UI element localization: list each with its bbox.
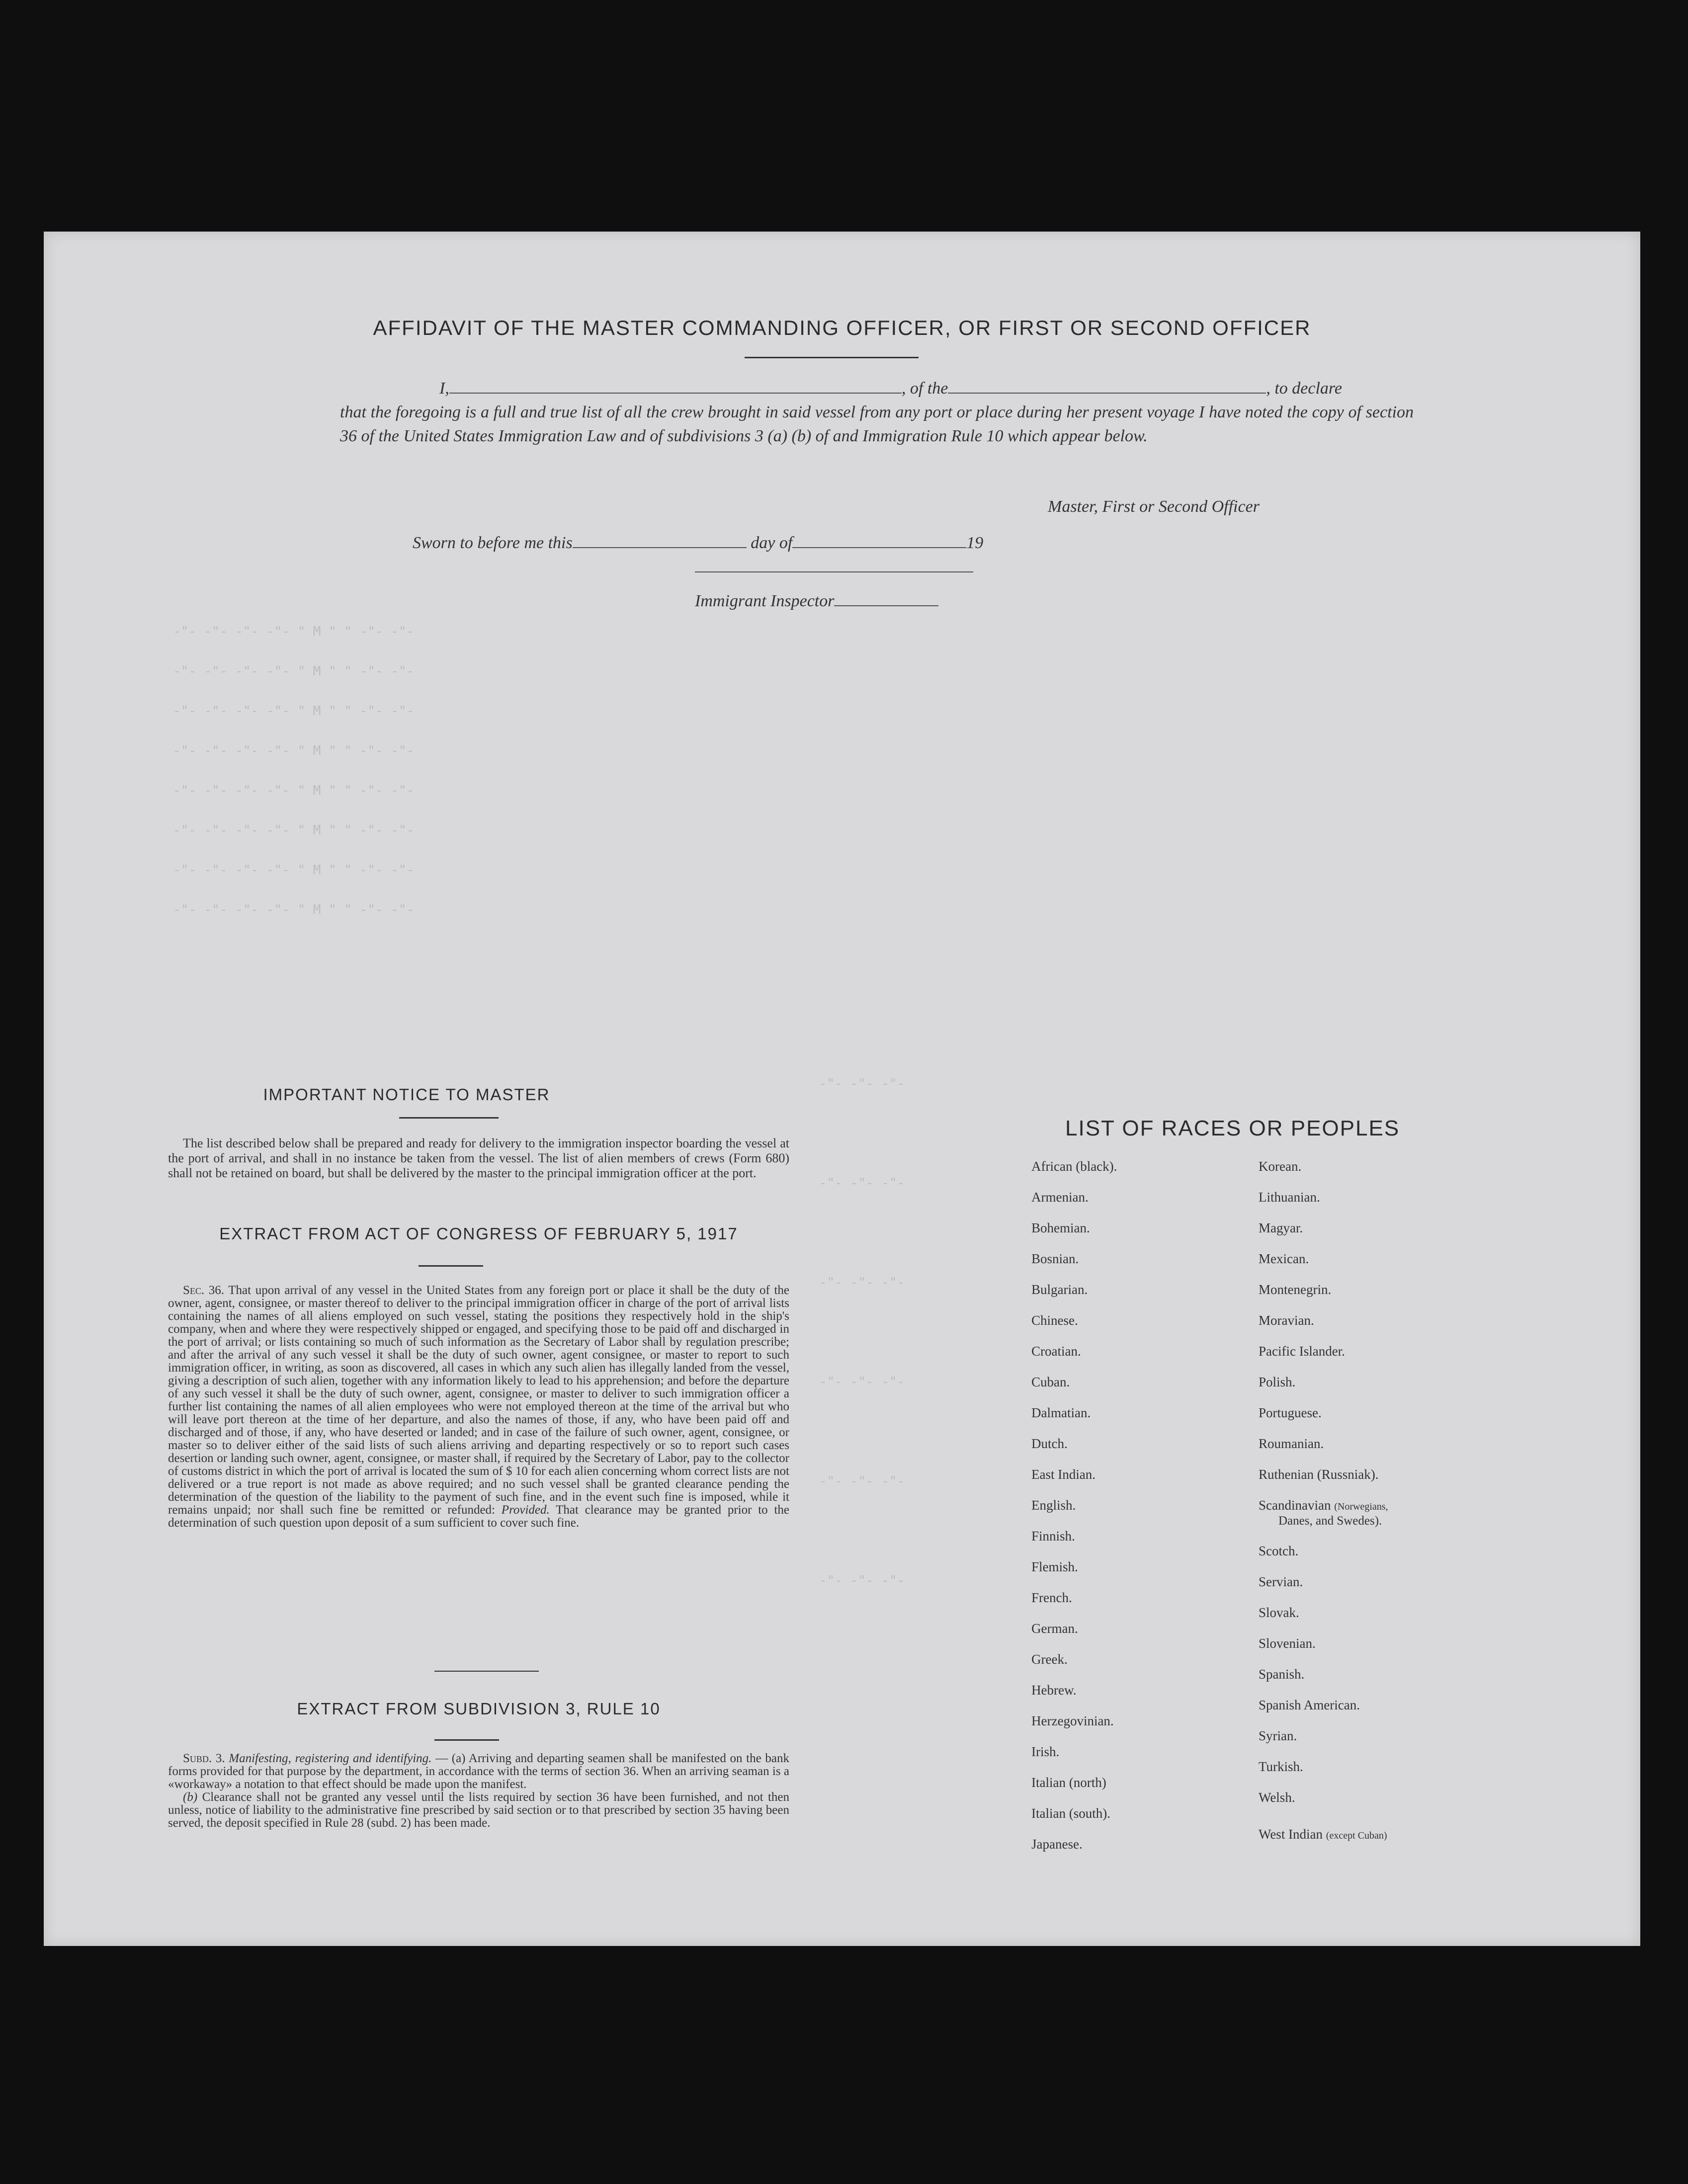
provided-text: That clearance may be granted prior to the determination of such question upon deposit of a sum sufficient to cover such fine. bbox=[168, 1503, 789, 1530]
race-item-label: Scandinavian bbox=[1259, 1498, 1331, 1513]
subd-b-text: Clearance shall not be granted any vessel until the lists required by section 36 have been furnished, and not then unless, notice of liability to the administrative fine prescribed by said section or to that prescribed by section 35 having been served, the deposit specified in Rule 28 (subd. 2) has been made. bbox=[168, 1790, 790, 1830]
race-item: Mexican. bbox=[1259, 1251, 1309, 1266]
declaration-block bbox=[340, 377, 1414, 448]
race-item: Scotch. bbox=[1259, 1543, 1299, 1558]
race-item: Portuguese. bbox=[1259, 1405, 1322, 1420]
rule-extract-underline bbox=[434, 1739, 499, 1741]
notice-text: The list described below shall be prepared and ready for delivery to the immigration inspector boarding the vessel at the port of arrival, and shall in no instance be taken from the vessel. The list of alien members of crews (Form 680) shall not be retained on board, but shall be delivered by the master to the principal immigration officer at the port. bbox=[168, 1136, 789, 1180]
race-item: Pacific Islander. bbox=[1259, 1344, 1345, 1359]
race-item: Magyar. bbox=[1259, 1220, 1303, 1235]
race-item: Croatian. bbox=[1031, 1344, 1081, 1359]
notice-title: IMPORTANT NOTICE TO MASTER bbox=[263, 1085, 550, 1104]
notice-underline bbox=[399, 1117, 499, 1119]
sworn-month-field[interactable] bbox=[792, 532, 966, 548]
race-item: Syrian. bbox=[1259, 1728, 1297, 1743]
race-item: Irish. bbox=[1031, 1744, 1060, 1759]
inspector-field[interactable] bbox=[834, 590, 938, 606]
race-item: Finnish. bbox=[1031, 1529, 1075, 1543]
act-extract-title: EXTRACT FROM ACT OF CONGRESS OF FEBRUARY 5, 1917 bbox=[219, 1224, 738, 1243]
sworn-label: Sworn to before me this bbox=[413, 534, 573, 552]
race-item: Bulgarian. bbox=[1031, 1282, 1088, 1297]
race-item: Servian. bbox=[1259, 1574, 1303, 1589]
race-item: Bosnian. bbox=[1031, 1251, 1079, 1266]
declaration-first-line bbox=[340, 377, 1414, 401]
scandinavian-note-2-text: Danes, and Swedes). bbox=[1278, 1514, 1382, 1528]
document-page: -"- -"- -"- -"- " M " " -"- -"- -"- -"- -"- -"- " M " " -"- -"- -"- -"- -"- -"- " M " " -"- -"- -"- -"- -"- -"- " M " " -"- -"- -"- -"- -"- -"- " M " " -"- -"- -"- -"- -"- -"- " M " " -"- -"- -"- -"- -"- -"- " M " " -"- -"- -"- -"- -"- -"- " M " " -"- -"- -"- -"- -"- -"- -"- -"- -"- -"- -"- -"- -"- -"- -"- -"- -"- -"- -"- -"- AFFIDAVIT OF THE MASTER COMMANDING OFFICER, OR FIRST OR SECOND OFFICER I, , of the , to declare that the foregoing is a full and true list of all the crew brought in said vessel from any port or place during her present voyage I have noted the copy of section 36 of the United States Immigration Law and of subdivisions 3 (a) (b) of and Immigration Rule 10 which appear below. Master, First or Second Officer Sworn to before me this day of 19 Immigrant Inspector IMPORTANT NOTICE TO MASTER The list described below shall be prepared and ready for delivery to the immigration inspector boarding the vessel at the port of arrival, and shall in no instance be taken from the vessel. The list of alien members of crews (Form 680) shall not be retained on board, but shall be delivered by the master to the principal immigration officer at the port. EXTRACT FROM ACT OF CONGRESS OF FEBRUARY 5, 1917 Sec. 36. That upon arrival of any vessel in the United States from any foreign port or place it shall be the duty of the owner, agent, consignee, or master thereof to deliver to the principal immigration officer in charge of the port of arrival lists containing the names of all aliens employed on such vessel, stating the positions they respectively hold in the ship's company, when and where they were respectively shipped or engaged, and specifying those to be paid off and discharged in the port of arrival; or lists containing so much of such information as the Secretary of Labor shall by regulation prescribe; and after the arrival of any such vessel it shall be the duty of such owner, agent consignee, or master to report to such immigration officer, in writing, as soon as discovered, all cases in which any such alien has illegally landed from the vessel, giving a description of such alien, together with any information likely to lead to his apprehension; and before the departure of any such vessel it shall be the duty of such owner, agent, consignee, or master to deliver to such immigration officer a further list containing the names of all alien employees who were not employed thereon at the time of the arrival but who will leave port thereon at the time of her departure, and also the names of those, if any, who have been paid off and discharged and of those, if any, who have deserted or landed; and in case of the failure of such owner, agent, consignee, or master so to deliver either of the said lists of such aliens arriving and departing respectively or so to report such cases desertion or landing such owner, agent, consignee, or master shall, if required by the Secretary of Labor, pay to the collector of customs district in which the port of arrival is located the sum of $ 10 for each alien concerning whom correct lists are not delivered or a true report is not made as above required; and no such vessel shall be granted clearance pending the determination of the question of the liability to the payment of such fine, and in the event such fine is imposed, while it remains unpaid; nor shall such fine be remitted or refunded: Provided. That clearance may be granted prior to the determination of such question upon deposit of a sum sufficient to cover such fine. EXTRACT FROM SUBDIVISION 3, RULE 10 Subd. 3. Manifesting, registering and identifying. — (a) Arriving and departing seamen shall be manifested on the bank forms provided for that purpose by the department, in accordance with the terms of section 36. When an arriving seaman is a «workaway» a notation to that effect should be made upon the manifest. (b) Clearance shall not be granted any vessel until the lists required by section 36 have been furnished, and not then unless, notice of liability to the administrative fine prescribed by said section or to that prescribed by section 35 having been served, the deposit specified in Rule 28 (subd. 2) has been made. LIST OF RACES OR PEOPLES African (black). Armenian. Bohemian. Bosnian. Bulgarian. Chinese. Croatian. Cuban. Dalmatian. Dutch. East Indian. English. Finnish. Flemish. French. German. Greek. Hebrew. Herzegovinian. Irish. Italian (north) Italian (south). Japanese. Korean. Lithuanian. Magyar. Mexican. Montenegrin. Moravian. Pacific Islander. Polish. Portuguese. Roumanian. Ruthenian (Russniak). Scandinavian (Norwegians, Danes, and Swedes). Scotch. Servian. Slovak. Slovenian. Spanish. Spanish American. Syrian. Turkish. Welsh. West Indian (except Cuban) bbox=[44, 232, 1640, 1946]
race-item: Chinese. bbox=[1031, 1313, 1078, 1328]
act-extract-text bbox=[168, 1284, 789, 1530]
race-item: Slovenian. bbox=[1259, 1636, 1316, 1651]
vessel-field[interactable] bbox=[948, 378, 1266, 394]
inspector-label bbox=[695, 590, 938, 611]
race-item: Dutch. bbox=[1031, 1436, 1068, 1451]
race-item: Japanese. bbox=[1031, 1837, 1083, 1852]
master-signature-label: Master, First or Second Officer bbox=[1048, 497, 1260, 516]
act-extract-end-rule bbox=[434, 1671, 539, 1672]
subd-b-label: (b) bbox=[183, 1790, 198, 1804]
sec-36-label: Sec. 36. bbox=[183, 1284, 225, 1297]
subd-a-text: — (a) Arriving and departing seamen shall be manifested on the bank forms provided for that purpose by the department, in accordance with the terms of section 36. When an arriving seaman is a «workaway» a notation to that effect should be made upon the manifest. bbox=[168, 1752, 789, 1791]
races-title: LIST OF RACES OR PEOPLES bbox=[1065, 1116, 1400, 1140]
race-item: Montenegrin. bbox=[1259, 1282, 1332, 1297]
race-item: Italian (south). bbox=[1031, 1806, 1110, 1821]
race-item-label: West Indian bbox=[1259, 1827, 1323, 1842]
sworn-day-field[interactable] bbox=[573, 532, 747, 548]
of-the-label: , of the bbox=[901, 379, 948, 398]
race-item: Flemish. bbox=[1031, 1559, 1078, 1574]
race-item: Herzegovinian. bbox=[1031, 1713, 1114, 1728]
race-item: Polish. bbox=[1259, 1375, 1296, 1389]
subdivision-a bbox=[168, 1752, 789, 1791]
race-item: Welsh. bbox=[1259, 1790, 1295, 1805]
year-prefix: 19 bbox=[966, 534, 984, 552]
scandinavian-note-1: (Norwegians, bbox=[1334, 1501, 1388, 1512]
race-item: Moravian. bbox=[1259, 1313, 1314, 1328]
race-item: Spanish. bbox=[1259, 1667, 1305, 1682]
race-item-scandinavian bbox=[1259, 1498, 1388, 1513]
race-item: Bohemian. bbox=[1031, 1220, 1090, 1235]
race-item: African (black). bbox=[1031, 1159, 1117, 1174]
to-declare-label: , to declare bbox=[1266, 379, 1342, 398]
race-item: English. bbox=[1031, 1498, 1076, 1513]
day-of-label: day of bbox=[751, 534, 793, 552]
rule-extract-title: EXTRACT FROM SUBDIVISION 3, RULE 10 bbox=[297, 1699, 661, 1718]
affidavit-title: AFFIDAVIT OF THE MASTER COMMANDING OFFICER, OR FIRST OR SECOND OFFICER bbox=[373, 316, 1311, 339]
race-item: Roumanian. bbox=[1259, 1436, 1324, 1451]
race-item: Lithuanian. bbox=[1259, 1190, 1320, 1205]
west-indian-note: (except Cuban) bbox=[1326, 1830, 1387, 1841]
provided-label: Provided. bbox=[501, 1503, 550, 1517]
race-item: French. bbox=[1031, 1590, 1072, 1605]
race-item: Korean. bbox=[1259, 1159, 1302, 1174]
race-item: Greek. bbox=[1031, 1652, 1068, 1667]
sec-36-text: That upon arrival of any vessel in the United States from any foreign port or place it shall be the duty of the owner, agent, consignee, or master thereof to deliver to the principal immigration officer in charge of the port of arrival lists containing the names of all aliens employed on such vessel, stating the positions they respectively hold in the ship's company, when and where they were respectively shipped or engaged, and specifying those to be paid off and discharged in the port of arrival; or lists containing so much of such information as the Secretary of Labor shall by regulation prescribe; and after the arrival of any such vessel it shall be the duty of such owner, agent consignee, or master to report to such immigration officer, in writing, as soon as discovered, all cases in which any such alien has illegally landed from the vessel, giving a description of such alien, together with any information likely to lead to his apprehension; and before the departure of any such vessel it shall be the duty of such owner, agent, consignee, or master to deliver to such immigration officer a further list containing the names of all alien employees who were not employed thereon at the time of the arrival but who will leave port thereon at the time of her departure, and also the names of those, if any, who have been paid off and discharged and of those, if any, who have deserted or landed; and in case of the failure of such owner, agent, consignee, or master so to deliver either of the said lists of such aliens arriving and departing respectively or so to report such cases desertion or landing such owner, agent, consignee, or master shall, if required by the Secretary of Labor, pay to the collector of customs district in which the port of arrival is located the sum of $ 10 for each alien concerning whom correct lists are not delivered or a true report is not made as above required; and no such vessel shall be granted clearance pending the determination of the question of the liability to the payment of such fine, and in the event such fine is imposed, while it remains unpaid; nor shall such fine be remitted or refunded: bbox=[168, 1284, 790, 1517]
rule-extract-text bbox=[168, 1752, 789, 1830]
scandinavian-note-2 bbox=[1278, 1513, 1382, 1528]
subd-heading: Manifesting, registering and identifying. bbox=[229, 1752, 432, 1765]
race-item: Ruthenian (Russniak). bbox=[1259, 1467, 1379, 1482]
race-item: Italian (north) bbox=[1031, 1775, 1106, 1790]
race-item: Cuban. bbox=[1031, 1375, 1070, 1389]
race-item: Slovak. bbox=[1259, 1605, 1299, 1620]
race-item: Turkish. bbox=[1259, 1759, 1303, 1774]
subdivision-b bbox=[168, 1791, 789, 1830]
race-item: East Indian. bbox=[1031, 1467, 1096, 1482]
race-item: Dalmatian. bbox=[1031, 1405, 1091, 1420]
i-label: I, bbox=[439, 379, 449, 398]
race-item: Armenian. bbox=[1031, 1190, 1089, 1205]
race-item: German. bbox=[1031, 1621, 1078, 1636]
act-extract-underline bbox=[419, 1265, 483, 1267]
race-item: Hebrew. bbox=[1031, 1683, 1077, 1698]
sworn-line bbox=[413, 532, 983, 553]
subd-label: Subd. 3. bbox=[183, 1752, 225, 1765]
inspector-signature-line bbox=[695, 571, 973, 572]
inspector-label-text: Immigrant Inspector bbox=[695, 592, 835, 610]
declaration-text: that the foregoing is a full and true list of all the crew brought in said vessel from any port or place during her present voyage I have noted the copy of section 36 of the United States Immigration Law and of subdivisions 3 (a) (b) of and Immigration Rule 10 which appear below. bbox=[340, 403, 1414, 445]
race-item-west-indian bbox=[1259, 1827, 1387, 1842]
name-field[interactable] bbox=[449, 378, 902, 394]
race-item: Spanish American. bbox=[1259, 1698, 1360, 1712]
title-underline bbox=[745, 357, 919, 358]
